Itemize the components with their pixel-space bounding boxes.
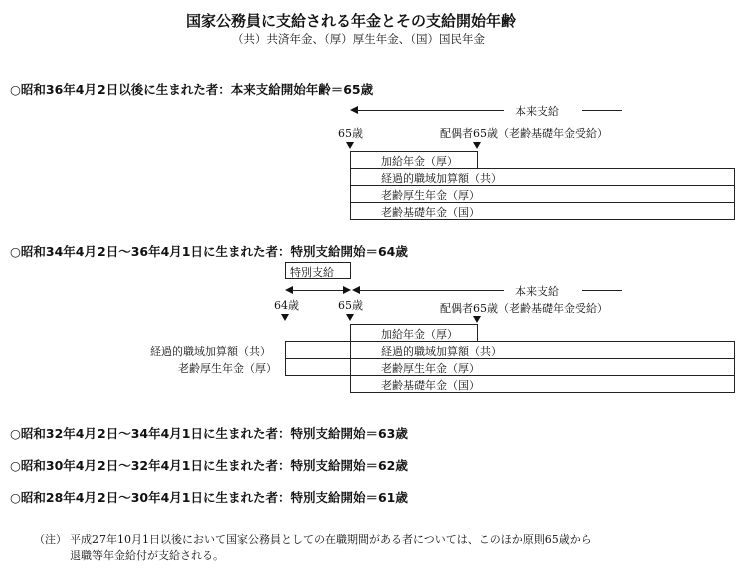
honrai-arrow-line-2	[359, 290, 504, 291]
spouse-label-2: 配偶者65歳（老齢基礎年金受給）	[440, 302, 608, 315]
marker-spouse-1	[473, 142, 481, 149]
row-label: 老齢厚生年金（厚）	[381, 189, 480, 202]
row-kiso-1	[350, 202, 735, 220]
left-box-shokuiki	[285, 341, 351, 359]
row-shokuiki-2	[350, 341, 735, 359]
marker-64	[281, 314, 289, 321]
tokubetsu-arrow-right	[343, 286, 351, 294]
row-label: 加給年金（厚）	[381, 155, 458, 168]
marker-65-1	[346, 142, 354, 149]
tokubetsu-label: 特別支給	[290, 266, 334, 279]
row-kakyu-1	[350, 151, 478, 169]
page-title: 国家公務員に支給される年金とその支給開始年齢	[186, 12, 517, 30]
row-kakyu-2	[350, 324, 478, 342]
row-label: 経過的職域加算額（共）	[381, 172, 502, 185]
honrai-label-2: 本来支給	[515, 285, 559, 298]
age65-label-2: 65歳	[338, 299, 363, 312]
section4-heading: ○昭和30年4月2日～32年4月1日に生まれた者：特別支給開始＝62歳	[10, 458, 408, 473]
honrai-label-1: 本来支給	[515, 105, 559, 118]
honrai-line-right-2	[582, 290, 622, 291]
note-line2: 退職等年金給付が支給される。	[70, 549, 224, 562]
section5-heading: ○昭和28年4月2日～30年4月1日に生まれた者：特別支給開始＝61歳	[10, 490, 408, 505]
age64-label: 64歳	[274, 299, 299, 312]
row-kiso-2	[350, 375, 735, 393]
honrai-line-right-1	[582, 110, 622, 111]
row-label: 老齢基礎年金（国）	[381, 206, 480, 219]
section2-heading: ○昭和34年4月2日～36年4月1日に生まれた者：特別支給開始＝64歳	[10, 244, 408, 259]
age65-label-1: 65歳	[338, 127, 363, 140]
left-row-label-kosei: 老齢厚生年金（厚）	[178, 362, 277, 375]
page-subtitle: （共）共済年金、（厚）厚生年金、（国）国民年金	[232, 32, 485, 46]
left-box-kosei	[285, 358, 351, 376]
left-row-label-shokuiki: 経過的職域加算額（共）	[150, 345, 271, 358]
tokubetsu-box	[285, 262, 351, 279]
note-label: （注）	[34, 533, 67, 546]
marker-spouse-2	[473, 316, 481, 323]
row-label: 経過的職域加算額（共）	[381, 345, 502, 358]
spouse-label-1: 配偶者65歳（老齢基礎年金受給）	[440, 127, 608, 140]
section3-heading: ○昭和32年4月2日～34年4月1日に生まれた者：特別支給開始＝63歳	[10, 426, 408, 441]
section1-heading: ○昭和36年4月2日以後に生まれた者：本来支給開始年齢＝65歳	[10, 82, 374, 97]
tokubetsu-arrow-line	[292, 290, 344, 291]
row-label: 老齢基礎年金（国）	[381, 379, 480, 392]
row-shokuiki-1	[350, 168, 735, 186]
row-label: 老齢厚生年金（厚）	[381, 362, 480, 375]
row-kosei-1	[350, 185, 735, 203]
row-kosei-2	[350, 358, 735, 376]
note-line1: 平成27年10月1日以後において国家公務員としての在職期間がある者については、このほか原則65歳から	[70, 533, 592, 546]
marker-65-2	[346, 314, 354, 321]
honrai-arrow-line-1	[356, 110, 504, 111]
row-label: 加給年金（厚）	[381, 328, 458, 341]
